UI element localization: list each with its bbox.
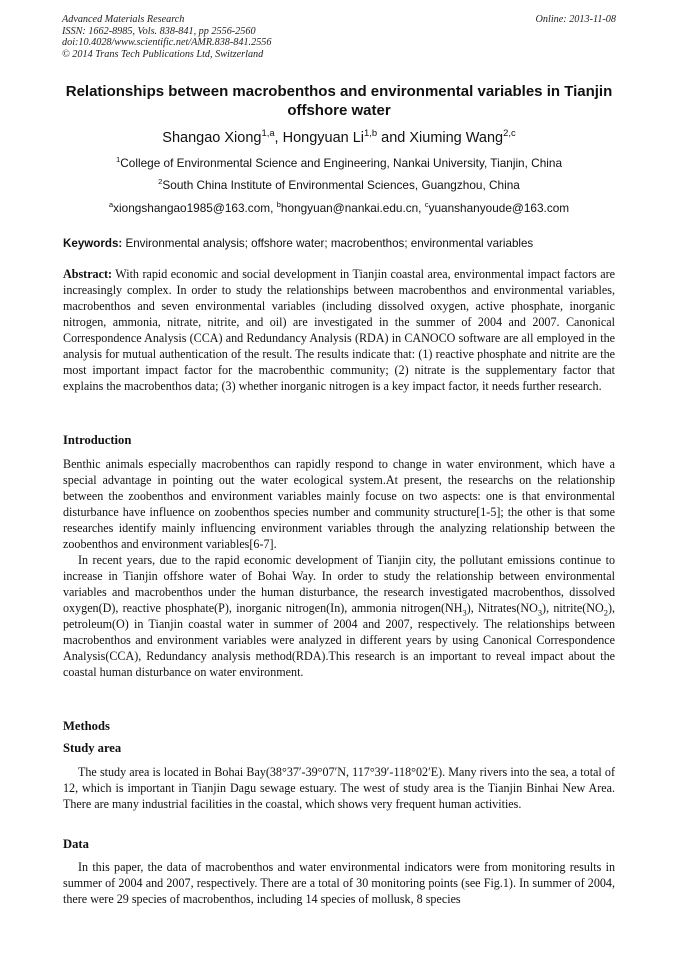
author-name: Xiuming Wang bbox=[409, 130, 504, 146]
email-sup: a bbox=[108, 200, 114, 210]
study-area-heading: Study area bbox=[63, 741, 122, 755]
email-sup: c bbox=[424, 200, 429, 210]
keywords-text: Environmental analysis; offshore water; macrobenthos; environmental variables bbox=[122, 237, 534, 250]
subscript: 3 bbox=[537, 607, 543, 618]
study-area-body bbox=[63, 764, 615, 812]
intro-text: In recent years, due to the rapid economic development of Tianjin city, the pollutant emissions continue to increase in Tianjin offshore water of Bohai Way. In order to study the relationship between environmental variables and macrobenthos under the human disturbance, the research investigated macrobenthos, dissolved oxygen(D), reactive phosphate(P), inorganic nitrogen(In), ammonia nitrogen(NH bbox=[63, 553, 615, 615]
email-address: xiongshangao1985@163.com, bbox=[113, 201, 277, 215]
intro-text: ), Nitrates(NO bbox=[466, 601, 538, 615]
affiliation-text: South China Institute of Environmental Sciences, Guangzhou, China bbox=[162, 178, 520, 192]
journal-name: Advanced Materials Research bbox=[62, 14, 185, 25]
paper-title: Relationships between macrobenthos and environmental variables in Tianjin offshore water bbox=[65, 83, 613, 119]
data-paragraph: In this paper, the data of macrobenthos and water environmental indicators were from monitoring results in summer of 2004 and 2007, respectively. There are a total of 30 monitoring points (see Fig.1). In summer of 2004, there were 29 species of macrobenthos, including 14 species of mollusk, 8 species bbox=[63, 860, 615, 906]
introduction-heading: Introduction bbox=[63, 433, 132, 447]
data-heading: Data bbox=[63, 837, 89, 851]
intro-paragraph-1: Benthic animals especially macrobenthos can rapidly respond to change in water environment, which have a special advantage in pointing out the water ecological system.At present, the researchs on the relationship between the zoobenthos and environment variables mainly focuse on two aspects: one is that environmental disturbance have influence on zoobenthos species number and community structure[1-5]; the other is that some researches identify mainly influencing environment variables through the analyzing relationship between the zoobenthos and environment variables[6-7]. bbox=[63, 457, 615, 551]
keywords bbox=[63, 236, 615, 251]
methods-heading: Methods bbox=[63, 719, 110, 733]
affiliation-1 bbox=[62, 156, 616, 171]
subscript: 2 bbox=[603, 607, 608, 618]
online-date: Online: 2013-11-08 bbox=[535, 14, 616, 25]
affiliation-sup: 1 bbox=[115, 155, 121, 165]
email-line bbox=[62, 201, 616, 216]
email-sup: b bbox=[276, 200, 281, 210]
author-name: Hongyuan Li bbox=[282, 130, 365, 146]
author-separator: , bbox=[274, 130, 283, 146]
intro-text: ), nitrite(NO bbox=[542, 601, 604, 615]
keywords-label: Keywords: bbox=[63, 237, 123, 250]
data-body bbox=[63, 859, 615, 907]
email-address: hongyuan@nankai.edu.cn, bbox=[280, 201, 425, 215]
author-name: Shangao Xiong bbox=[162, 130, 262, 146]
author-separator: and bbox=[377, 130, 410, 146]
study-area-paragraph: The study area is located in Bohai Bay(38°37′-39°07′N, 117°39′-118°02′E). Many rivers into the sea, a total of 12, which is important in Tianjin Dagu sewage estuary. The west of study area is the Tianjin Binhai New Area. There are many industrial facilities in the coastal, which shows very frequent human activities. bbox=[63, 765, 615, 811]
copyright-line: © 2014 Trans Tech Publications Ltd, Switzerland bbox=[62, 48, 264, 60]
abstract-label: Abstract: bbox=[63, 267, 113, 281]
email-address: yuanshanyoude@163.com bbox=[428, 201, 570, 215]
doi-line: doi:10.4028/www.scientific.net/AMR.838-841.2556 bbox=[62, 37, 272, 49]
intro-paragraph-2 bbox=[63, 552, 615, 680]
subscript: 3 bbox=[462, 607, 467, 618]
affiliation-sup: 2 bbox=[158, 177, 163, 187]
author-list bbox=[62, 129, 616, 147]
author-sup: 1,a bbox=[261, 127, 275, 139]
author-sup: 2,c bbox=[503, 127, 516, 139]
introduction-body bbox=[63, 456, 615, 680]
affiliation-text: College of Environmental Science and Engineering, Nankai University, Tianjin, China bbox=[120, 156, 562, 170]
intro-text: ), petroleum(O) in Tianjin coastal water in summer of 2004 and 2007, respectively. The relationships between macrobenthos and environment variables were analyzed in different years by using Canonical Correspondence Analysis(CCA), Redundancy analysis method(RDA).This research is an important to reveal impact about the coastal human disturbance on water environment. bbox=[63, 601, 615, 679]
abstract-text: With rapid economic and social development in Tianjin coastal area, environmental impact factors are increasingly complex. In order to study the relationships between macrobenthos and environmental variables, macrobenthos and seven environmental variables (including dissolved oxygen, active phosphate, inorganic nitrogen, ammonia, nitrate, nitrite, and oil) are investigated in the summer of 2004 and 2007. Canonical Correspondence Analysis (CCA) and Redundancy Analysis (RDA) in CANOCO software are all employed in the analysis for mutual authentication of the result. The results indicate that: (1) reactive phosphate and nitrite are the most important impact factor for the macrobenthic community; (2) nitrate is the supplementary factor that explains the macrobenthos data; (3) whether inorganic nitrogen is a key impact factor, it needs further research. bbox=[63, 267, 615, 393]
issn-line: ISSN: 1662-8985, Vols. 838-841, pp 2556-2560 bbox=[62, 25, 256, 37]
journal-header bbox=[62, 14, 616, 60]
author-sup: 1,b bbox=[364, 127, 378, 139]
affiliation-2 bbox=[62, 178, 616, 193]
abstract bbox=[63, 266, 615, 394]
